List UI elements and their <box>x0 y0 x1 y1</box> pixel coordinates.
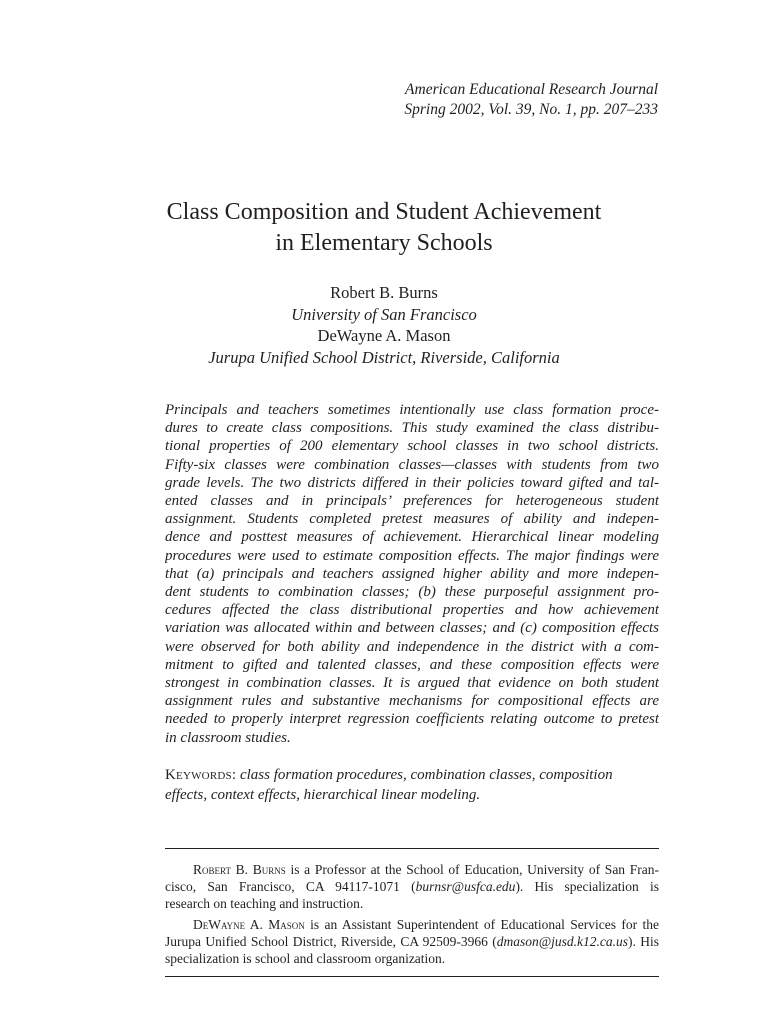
author-block <box>0 282 768 368</box>
author-name: DeWayne A. Mason <box>317 326 451 345</box>
abstract-line: grade levels. The two districts differed in their policies toward gifted and tal- <box>165 474 659 491</box>
abstract-line: Fifty-six classes were combination classes—classes with students from two <box>165 456 659 473</box>
abstract-line: in classroom studies. <box>165 729 291 746</box>
author-email: dmason@jusd.k12.ca.us <box>496 934 629 949</box>
footnote-divider <box>165 976 659 977</box>
abstract <box>165 401 659 747</box>
author-note-text: cisco, San Francisco, CA 94117-1071 ( <box>165 879 416 894</box>
author-note-text: is an Assistant Superintendent of Educational Services for the <box>304 917 659 932</box>
abstract-line: that (a) principals and teachers assigned higher ability and more indepen- <box>165 565 659 582</box>
abstract-line: procedures were used to estimate composition effects. The major findings were <box>165 547 659 564</box>
author-note-text: Jurupa Unified School District, Riverside, CA 92509-3966 ( <box>165 934 497 949</box>
abstract-line: ented classes and in principals’ preferences for heterogeneous student <box>165 493 659 510</box>
abstract-line: Principals and teachers sometimes intentionally use class formation proce- <box>165 402 659 418</box>
author-note-text: research on teaching and instruction. <box>165 896 364 911</box>
abstract-line: strongest in combination classes. It is argued that evidence on both student <box>165 675 659 692</box>
keywords-text: effects, context effects, hierarchical linear modeling. <box>165 786 481 803</box>
abstract-line: cedures affected the class distributional properties and how achievement <box>165 602 659 619</box>
article-title <box>0 197 768 259</box>
keywords-text: class formation procedures, combination classes, composition <box>239 767 613 783</box>
abstract-line: dent students to combination classes; (b) these purposeful assignment pro- <box>165 584 659 601</box>
abstract-line: needed to properly interpret regression coefficients relating outcome to pretest <box>165 711 659 728</box>
footnote-divider <box>165 848 659 849</box>
journal-header <box>404 80 658 120</box>
author-note-name: Robert B. Burns <box>193 862 286 877</box>
abstract-line: assignment. Students completed pretest measures of ability and indepen- <box>165 511 659 528</box>
keywords <box>165 766 659 805</box>
article-title-line-1: Class Composition and Student Achievement <box>166 199 602 225</box>
abstract-line: variation was allocated within and between classes; and (c) composition effects <box>165 620 659 637</box>
author-affiliation: University of San Francisco <box>291 304 477 324</box>
author-note-text: ). His <box>628 934 659 949</box>
author-affiliation: Jurupa Unified School District, Riverside, California <box>208 347 560 367</box>
author-note-text: ). His specialization is <box>515 879 659 894</box>
abstract-line: tional properties of 200 elementary school classes in two school districts. <box>165 438 659 455</box>
abstract-line: assignment rules and substantive mechanisms for compositional effects are <box>165 693 659 710</box>
abstract-line: dence and posttest measures of achievement. Hierarchical linear modeling <box>165 529 659 546</box>
article-title-line-2: in Elementary Schools <box>275 230 493 256</box>
author-name: Robert B. Burns <box>330 283 438 302</box>
journal-issue: Spring 2002, Vol. 39, No. 1, pp. 207–233 <box>404 101 658 118</box>
abstract-line: dures to create class compositions. This study examined the class distribu- <box>165 420 659 437</box>
abstract-line: mitment to gifted and talented classes, and these composition effects were <box>165 656 659 673</box>
abstract-line: were observed for both ability and independence in the district with a com- <box>165 638 659 655</box>
journal-name: American Educational Research Journal <box>405 81 658 98</box>
keywords-label: Keywords: <box>165 767 237 783</box>
author-note-burns <box>165 861 659 912</box>
author-note-mason <box>165 916 659 967</box>
author-note-name: DeWayne A. Mason <box>193 917 305 932</box>
author-note-text: specialization is school and classroom organization. <box>165 951 446 966</box>
author-note-text: is a Professor at the School of Education, University of San Fran- <box>285 862 659 877</box>
author-email: burnsr@usfca.edu <box>415 879 516 894</box>
